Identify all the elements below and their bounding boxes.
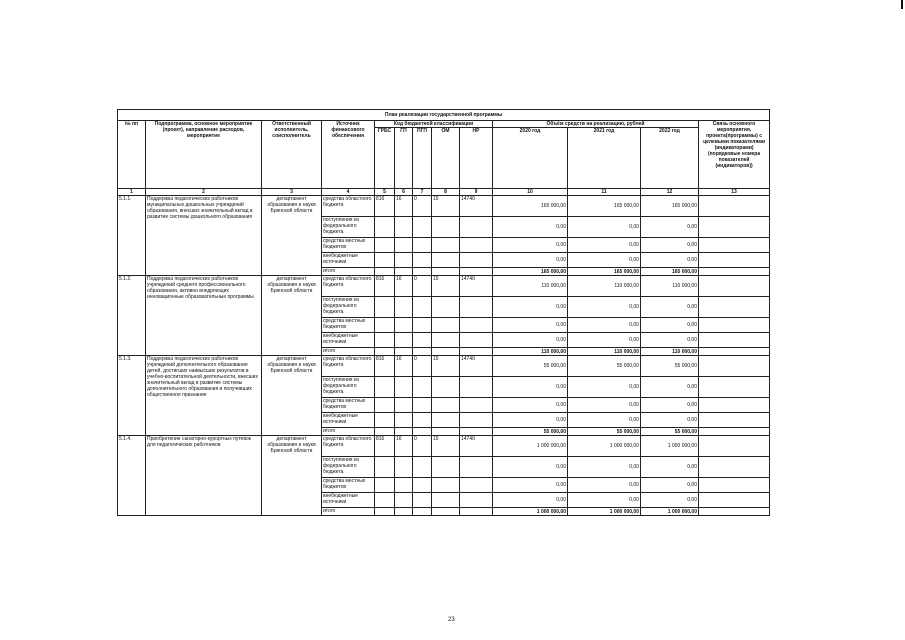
link-indicator-cell [699,478,770,493]
amount-2022: 0,00 [641,253,699,268]
header-nr: НР [460,128,493,189]
source-federal: поступления из федерального бюджета [322,297,375,318]
amount-2020: 165 000,00 [493,196,568,217]
code-pgp: 0 [413,196,432,217]
code-grbs [375,253,395,268]
amount-2021: 0,00 [568,238,641,253]
amount-2020: 0,00 [493,457,568,478]
code-nr: 14740 [460,196,493,217]
source-total: итого [322,508,375,516]
link-indicator-cell [699,238,770,253]
source-local: средства местных бюджетов [322,398,375,413]
amount-2022: 55 000,00 [641,428,699,436]
code-gp: 16 [395,196,413,217]
code-nr [460,318,493,333]
link-indicator-cell [699,493,770,508]
code-gp [395,268,413,276]
column-number: 11 [568,189,641,196]
code-nr [460,508,493,516]
amount-2022: 0,00 [641,377,699,398]
amount-2021: 165 000,00 [568,196,641,217]
link-indicator-cell [699,436,770,457]
link-indicator-cell [699,253,770,268]
link-indicator-cell [699,428,770,436]
code-grbs [375,377,395,398]
header-link: Связь основного мероприятия, проекта(программы) с целевыми показателями (индикаторами) (порядковые номера показателей (индикаторов)) [699,121,770,189]
amount-2022: 0,00 [641,318,699,333]
code-nr [460,457,493,478]
code-nr [460,253,493,268]
plan-table [117,109,770,516]
code-grbs [375,268,395,276]
code-pgp: 0 [413,356,432,377]
code-om [432,457,460,478]
code-om [432,377,460,398]
header-2020: 2020 год [493,128,568,189]
code-grbs [375,493,395,508]
code-gp [395,398,413,413]
row-activity-name: Поддержка педагогических работников муниципальных дошкольных учреждений образования, внесших значительный вклад в развитие системы дошкольного образования [146,196,262,276]
amount-2022: 55 000,00 [641,356,699,377]
source-regional: средства областного бюджета [322,276,375,297]
row-num: 5.1.1. [118,196,146,276]
code-om [432,428,460,436]
code-gp [395,428,413,436]
source-extra: внебюджетные источники [322,253,375,268]
amount-2020: 0,00 [493,493,568,508]
source-total: итого [322,268,375,276]
code-gp [395,508,413,516]
code-pgp: 0 [413,276,432,297]
amount-2021: 110 000,00 [568,276,641,297]
header-budget-code: Код бюджетной классификации [375,121,493,128]
code-grbs [375,428,395,436]
code-pgp [413,478,432,493]
source-federal: поступления из федерального бюджета [322,217,375,238]
code-gp [395,238,413,253]
plan-body [118,196,770,516]
code-gp [395,348,413,356]
code-pgp [413,457,432,478]
edge-mark [901,0,903,9]
amount-2021: 0,00 [568,253,641,268]
source-federal: поступления из федерального бюджета [322,457,375,478]
source-regional: средства областного бюджета [322,436,375,457]
header-num: № пп [118,121,146,189]
code-grbs [375,333,395,348]
column-number: 8 [432,189,460,196]
amount-2021: 0,00 [568,333,641,348]
column-number: 2 [146,189,262,196]
code-grbs [375,318,395,333]
amount-2020: 0,00 [493,413,568,428]
amount-2022: 0,00 [641,413,699,428]
amount-2020: 110 000,00 [493,348,568,356]
amount-2021: 0,00 [568,493,641,508]
code-gp: 16 [395,436,413,457]
code-om [432,268,460,276]
amount-2021: 0,00 [568,318,641,333]
code-om [432,413,460,428]
code-grbs: 816 [375,436,395,457]
code-gp [395,333,413,348]
code-om: 15 [432,276,460,297]
code-nr [460,268,493,276]
code-gp [395,253,413,268]
code-pgp [413,413,432,428]
code-grbs [375,297,395,318]
table-row [118,196,770,217]
code-om [432,493,460,508]
code-nr [460,348,493,356]
code-om: 15 [432,196,460,217]
amount-2021: 55 000,00 [568,428,641,436]
row-activity-name: Поддержка педагогических работников учреждений среднего профессионального образования, активно внедряющих инновационные образовательные программы [146,276,262,356]
link-indicator-cell [699,297,770,318]
code-om [432,297,460,318]
code-pgp [413,398,432,413]
code-grbs [375,217,395,238]
source-extra: внебюджетные источники [322,493,375,508]
code-grbs: 816 [375,196,395,217]
amount-2021: 0,00 [568,377,641,398]
link-indicator-cell [699,457,770,478]
source-regional: средства областного бюджета [322,196,375,217]
amount-2022: 165 000,00 [641,196,699,217]
code-gp [395,377,413,398]
code-pgp [413,333,432,348]
code-pgp [413,493,432,508]
code-om [432,238,460,253]
code-gp [395,297,413,318]
code-gp: 16 [395,356,413,377]
source-extra: внебюджетные источники [322,333,375,348]
code-nr [460,493,493,508]
code-nr: 14740 [460,276,493,297]
header-responsible: Ответственный исполнитель, соисполнитель [262,121,322,189]
code-nr [460,398,493,413]
code-nr [460,377,493,398]
code-nr [460,217,493,238]
code-grbs [375,238,395,253]
code-nr [460,297,493,318]
page-number: 23 [448,617,455,623]
amount-2021: 165 000,00 [568,268,641,276]
row-responsible: департамент образования и науки Брянской области [262,356,322,436]
code-gp [395,413,413,428]
source-total: итого [322,348,375,356]
amount-2022: 110 000,00 [641,348,699,356]
column-number: 12 [641,189,699,196]
code-om: 15 [432,436,460,457]
code-grbs [375,413,395,428]
link-indicator-cell [699,217,770,238]
link-indicator-cell [699,276,770,297]
code-grbs: 816 [375,276,395,297]
amount-2020: 0,00 [493,297,568,318]
amount-2020: 0,00 [493,333,568,348]
amount-2020: 0,00 [493,478,568,493]
code-nr [460,428,493,436]
code-gp [395,217,413,238]
amount-2022: 0,00 [641,398,699,413]
amount-2020: 0,00 [493,253,568,268]
code-pgp [413,508,432,516]
link-indicator-cell [699,377,770,398]
amount-2021: 0,00 [568,413,641,428]
code-om [432,217,460,238]
code-gp: 16 [395,276,413,297]
amount-2022: 0,00 [641,333,699,348]
header-om: ОМ [432,128,460,189]
code-pgp [413,268,432,276]
code-om [432,348,460,356]
amount-2022: 165 000,00 [641,268,699,276]
link-indicator-cell [699,508,770,516]
code-gp [395,478,413,493]
column-number: 4 [322,189,375,196]
code-grbs: 816 [375,356,395,377]
table-title: План реализации государственной программы [118,110,770,121]
column-number: 9 [460,189,493,196]
code-pgp [413,318,432,333]
code-nr [460,238,493,253]
amount-2022: 110 000,00 [641,276,699,297]
code-grbs [375,398,395,413]
header-2021: 2021 год [568,128,641,189]
amount-2020: 165 000,00 [493,268,568,276]
code-om: 15 [432,356,460,377]
link-indicator-cell [699,413,770,428]
column-number: 10 [493,189,568,196]
source-extra: внебюджетные источники [322,413,375,428]
row-activity-name: Поддержка педагогических работников учреждений дополнительного образования детей, достигших наивысших результатов в учебно-воспитательной деятельности, внесших значительный вклад в развитие системы дополнительного образования и получивших общественное признание [146,356,262,436]
link-indicator-cell [699,268,770,276]
column-number: 1 [118,189,146,196]
code-pgp [413,238,432,253]
amount-2022: 1 000 000,00 [641,436,699,457]
code-om [432,253,460,268]
link-indicator-cell [699,348,770,356]
code-nr [460,413,493,428]
header-2022: 2022 год [641,128,699,189]
amount-2022: 0,00 [641,457,699,478]
code-grbs [375,508,395,516]
table-row [118,436,770,457]
header-gp: ГП [395,128,413,189]
code-om [432,508,460,516]
code-nr: 14740 [460,356,493,377]
amount-2020: 55 000,00 [493,428,568,436]
amount-2022: 0,00 [641,478,699,493]
amount-2022: 0,00 [641,217,699,238]
link-indicator-cell [699,318,770,333]
amount-2020: 0,00 [493,238,568,253]
amount-2021: 0,00 [568,398,641,413]
code-om [432,318,460,333]
code-nr [460,333,493,348]
row-responsible: департамент образования и науки Брянской области [262,276,322,356]
amount-2022: 0,00 [641,297,699,318]
header-subprogram: Подпрограмма, основное мероприятие (проект), направление расходов, мероприятие [146,121,262,189]
amount-2020: 1 000 000,00 [493,436,568,457]
amount-2020: 0,00 [493,217,568,238]
header-pgp: ПГП [413,128,432,189]
code-om [432,398,460,413]
column-number: 3 [262,189,322,196]
row-num: 5.1.2. [118,276,146,356]
header-grbs: ГРБС [375,128,395,189]
amount-2020: 110 000,00 [493,276,568,297]
amount-2021: 0,00 [568,457,641,478]
table-row [118,356,770,377]
code-pgp [413,428,432,436]
code-om [432,478,460,493]
code-gp [395,457,413,478]
source-local: средства местных бюджетов [322,478,375,493]
row-activity-name: Приобретение санаторно-курортных путевок для педагогических работников [146,436,262,516]
row-responsible: департамент образования и науки Брянской области [262,196,322,276]
column-number: 13 [699,189,770,196]
amount-2020: 55 000,00 [493,356,568,377]
amount-2022: 1 000 000,00 [641,508,699,516]
code-om [432,333,460,348]
row-num: 5.1.3. [118,356,146,436]
code-pgp [413,253,432,268]
amount-2020: 0,00 [493,318,568,333]
amount-2021: 0,00 [568,478,641,493]
amount-2021: 0,00 [568,297,641,318]
source-federal: поступления из федерального бюджета [322,377,375,398]
link-indicator-cell [699,196,770,217]
header-source: Источник финансового обеспечения [322,121,375,189]
amount-2021: 110 000,00 [568,348,641,356]
amount-2022: 0,00 [641,238,699,253]
amount-2021: 0,00 [568,217,641,238]
code-pgp [413,377,432,398]
code-grbs [375,348,395,356]
code-pgp [413,297,432,318]
code-gp [395,493,413,508]
code-nr [460,478,493,493]
amount-2020: 0,00 [493,398,568,413]
code-pgp [413,348,432,356]
column-number: 7 [413,189,432,196]
table-row [118,276,770,297]
source-local: средства местных бюджетов [322,318,375,333]
code-pgp [413,217,432,238]
column-number-row [118,189,770,196]
column-number: 5 [375,189,395,196]
row-num: 5.1.4. [118,436,146,516]
code-grbs [375,457,395,478]
code-gp [395,318,413,333]
link-indicator-cell [699,333,770,348]
amount-2020: 1 000 000,00 [493,508,568,516]
amount-2022: 0,00 [641,493,699,508]
amount-2021: 55 000,00 [568,356,641,377]
code-pgp: 0 [413,436,432,457]
column-number: 6 [395,189,413,196]
amount-2021: 1 000 000,00 [568,436,641,457]
header-volume: Объём средств на реализацию, рублей [493,121,699,128]
code-nr: 14740 [460,436,493,457]
source-local: средства местных бюджетов [322,238,375,253]
source-total: итого [322,428,375,436]
amount-2020: 0,00 [493,377,568,398]
amount-2021: 1 000 000,00 [568,508,641,516]
code-grbs [375,478,395,493]
source-regional: средства областного бюджета [322,356,375,377]
row-responsible: департамент образования и науки Брянской области [262,436,322,516]
link-indicator-cell [699,356,770,377]
link-indicator-cell [699,398,770,413]
